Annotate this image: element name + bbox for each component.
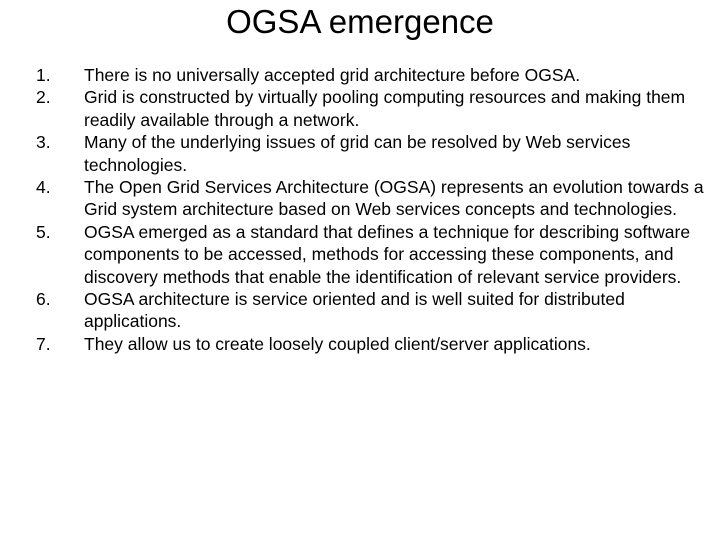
slide-title: OGSA emergence — [226, 3, 494, 40]
list-item — [36, 288, 710, 333]
list-item — [36, 333, 710, 355]
list-item — [36, 176, 710, 221]
numbered-list — [36, 64, 710, 355]
list-item-text: The Open Grid Services Architecture (OGSA) represents an evolution towards a Grid system architecture based on Web services concepts and technologies. — [84, 177, 704, 220]
list-item-text: OGSA architecture is service oriented and is well suited for distributed applications. — [84, 289, 625, 332]
list-item-text: They allow us to create loosely coupled client/server applications. — [84, 333, 591, 354]
list-item — [36, 64, 710, 86]
list-item — [36, 221, 710, 288]
list-item-text: OGSA emerged as a standard that defines a technique for describing software components to be accessed, methods for accessing these components, and discovery methods that enable the identification of relevant service providers. — [84, 221, 691, 287]
list-item-text: There is no universally accepted grid architecture before OGSA. — [84, 65, 581, 85]
list-item-number: 2. — [36, 87, 51, 108]
list-item-text: Grid is constructed by virtually pooling computing resources and making them readily available through a network. — [84, 87, 686, 130]
list-item-number: 5. — [36, 221, 51, 242]
list-item — [36, 131, 710, 176]
list-item-number: 1. — [36, 65, 51, 85]
list-item-number: 4. — [36, 177, 51, 198]
list-item-number: 7. — [36, 333, 51, 354]
list-item-number: 3. — [36, 132, 51, 153]
list-item — [36, 86, 710, 131]
list-item-text: Many of the underlying issues of grid can be resolved by Web services technologies. — [84, 132, 631, 175]
list-item-number: 6. — [36, 289, 51, 310]
